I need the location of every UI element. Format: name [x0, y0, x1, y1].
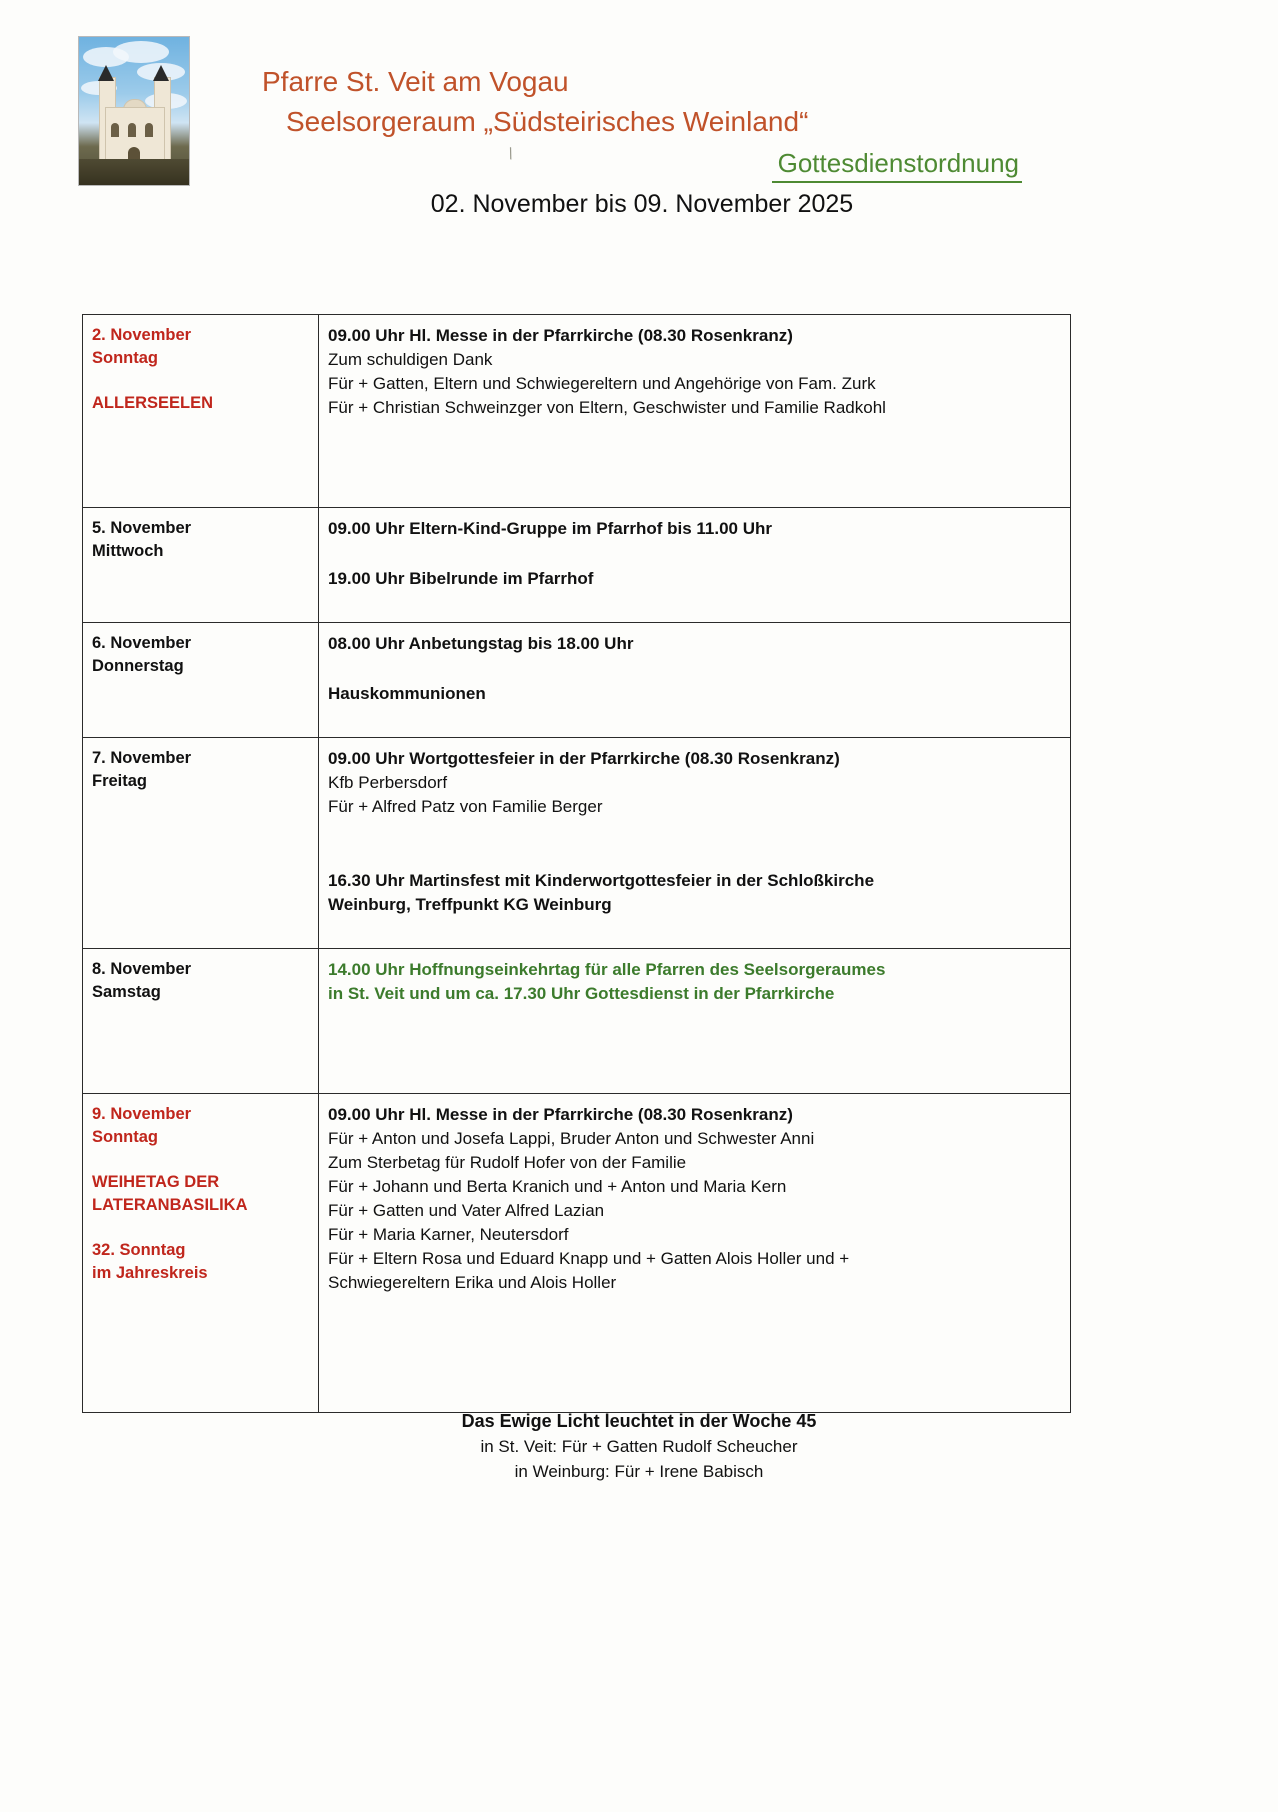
- schedule-description-line: Für + Gatten und Vater Alfred Lazian: [328, 1201, 605, 1220]
- schedule-row: [83, 623, 1071, 738]
- footer-title: Das Ewige Licht leuchtet in der Woche 45: [461, 1411, 817, 1431]
- schedule-description-cell: [319, 315, 1071, 508]
- row-spacer: [328, 591, 1070, 613]
- schedule-body: [83, 315, 1071, 1413]
- service-schedule-table: [82, 314, 1071, 1413]
- footer-line-weinburg: in Weinburg: Für + Irene Babisch: [514, 1462, 764, 1481]
- schedule-description-line: Zum Sterbetag für Rudolf Hofer von der Familie: [328, 1153, 687, 1172]
- schedule-day-cell: [83, 315, 319, 508]
- schedule-row: [83, 315, 1071, 508]
- schedule-day-line: LATERANBASILIKA: [92, 1196, 248, 1214]
- schedule-description-cell: [319, 738, 1071, 949]
- schedule-day-cell: [83, 1094, 319, 1413]
- schedule-description-cell: [319, 1094, 1071, 1413]
- schedule-description-line: Schwiegereltern Erika und Alois Holler: [328, 1273, 617, 1292]
- schedule-description-line: Für + Alfred Patz von Familie Berger: [328, 797, 603, 816]
- schedule-day-line: Donnerstag: [92, 657, 184, 675]
- schedule-day-line: WEIHETAG DER: [92, 1173, 220, 1191]
- schedule-description-line: Für + Anton und Josefa Lappi, Bruder Anton und Schwester Anni: [328, 1129, 815, 1148]
- schedule-day-line: im Jahreskreis: [92, 1264, 208, 1282]
- schedule-day-line: 9. November: [92, 1105, 192, 1123]
- schedule-row: [83, 949, 1071, 1094]
- schedule-day-line: Mittwoch: [92, 542, 164, 560]
- row-spacer: [328, 1295, 1070, 1403]
- schedule-day-line: Sonntag: [92, 349, 158, 367]
- schedule-description-line: Für + Christian Schweinzger von Eltern, Geschwister und Familie Radkohl: [328, 398, 886, 417]
- schedule-day-cell: [83, 949, 319, 1094]
- schedule-day-line: 6. November: [92, 634, 192, 652]
- row-spacer: [328, 917, 1070, 939]
- schedule-row: [83, 738, 1071, 949]
- pastoral-area-name: Seelsorgeraum „Südsteirisches Weinland“: [286, 106, 809, 137]
- schedule-day-line: 8. November: [92, 960, 192, 978]
- schedule-description-cell: [319, 623, 1071, 738]
- schedule-description-line: 09.00 Uhr Wortgottesfeier in der Pfarrkirche (08.30 Rosenkranz): [328, 749, 840, 768]
- schedule-day-line: Samstag: [92, 983, 161, 1001]
- schedule-description-line: Für + Eltern Rosa und Eduard Knapp und + Gatten Alois Holler und +: [328, 1249, 850, 1268]
- date-range: 02. November bis 09. November 2025: [430, 190, 854, 218]
- schedule-description-line: Hauskommunionen: [328, 684, 486, 703]
- schedule-description-cell: [319, 508, 1071, 623]
- schedule-description-line: 09.00 Uhr Hl. Messe in der Pfarrkirche (08.30 Rosenkranz): [328, 1105, 793, 1124]
- schedule-day-line: 2. November: [92, 326, 192, 344]
- schedule-day-line: 32. Sonntag: [92, 1241, 186, 1259]
- schedule-description-line: Kfb Perbersdorf: [328, 773, 448, 792]
- schedule-description-line: 09.00 Uhr Hl. Messe in der Pfarrkirche (08.30 Rosenkranz): [328, 326, 793, 345]
- schedule-description-line: Für + Gatten, Eltern und Schwiegereltern und Angehörige von Fam. Zurk: [328, 374, 876, 393]
- schedule-day-cell: [83, 508, 319, 623]
- section-label: Gottesdienstordnung: [772, 146, 1022, 183]
- schedule-description-line: 16.30 Uhr Martinsfest mit Kinderwortgottesfeier in der Schloßkirche: [328, 871, 875, 890]
- church-photo-icon: [78, 36, 190, 186]
- schedule-day-line: Freitag: [92, 772, 148, 790]
- schedule-description-line: 19.00 Uhr Bibelrunde im Pfarrhof: [328, 569, 594, 588]
- page-title: [262, 62, 1022, 142]
- parish-name: Pfarre St. Veit am Vogau: [262, 66, 569, 97]
- schedule-description-cell: [319, 949, 1071, 1094]
- schedule-day-line: Sonntag: [92, 1128, 158, 1146]
- eternal-light-footer: [0, 1408, 1278, 1484]
- schedule-description-line: Zum schuldigen Dank: [328, 350, 493, 369]
- schedule-day-line: 5. November: [92, 519, 192, 537]
- schedule-row: [83, 508, 1071, 623]
- schedule-day-line: 7. November: [92, 749, 192, 767]
- schedule-row: [83, 1094, 1071, 1413]
- schedule-description-line: Weinburg, Treffpunkt KG Weinburg: [328, 895, 612, 914]
- footer-line-st-veit: in St. Veit: Für + Gatten Rudolf Scheucher: [480, 1437, 798, 1456]
- schedule-description-line: Für + Johann und Berta Kranich und + Anton und Maria Kern: [328, 1177, 787, 1196]
- schedule-description-line: 14.00 Uhr Hoffnungseinkehrtag für alle Pfarren des Seelsorgeraumes: [328, 960, 886, 979]
- section-label-wrapper: [262, 146, 1022, 183]
- row-spacer: [328, 1006, 1070, 1084]
- schedule-description-line: Für + Maria Karner, Neutersdorf: [328, 1225, 569, 1244]
- schedule-day-cell: [83, 738, 319, 949]
- schedule-description-line: 08.00 Uhr Anbetungstag bis 18.00 Uhr: [328, 634, 634, 653]
- scan-artifact: \: [506, 145, 515, 164]
- schedule-day-cell: [83, 623, 319, 738]
- schedule-day-line: ALLERSEELEN: [92, 394, 214, 412]
- document-header: [0, 0, 1278, 260]
- row-spacer: [328, 706, 1070, 728]
- schedule-description-line: in St. Veit und um ca. 17.30 Uhr Gottesdienst in der Pfarrkirche: [328, 984, 835, 1003]
- schedule-description-line: 09.00 Uhr Eltern-Kind-Gruppe im Pfarrhof bis 11.00 Uhr: [328, 519, 772, 538]
- row-spacer: [328, 420, 1070, 498]
